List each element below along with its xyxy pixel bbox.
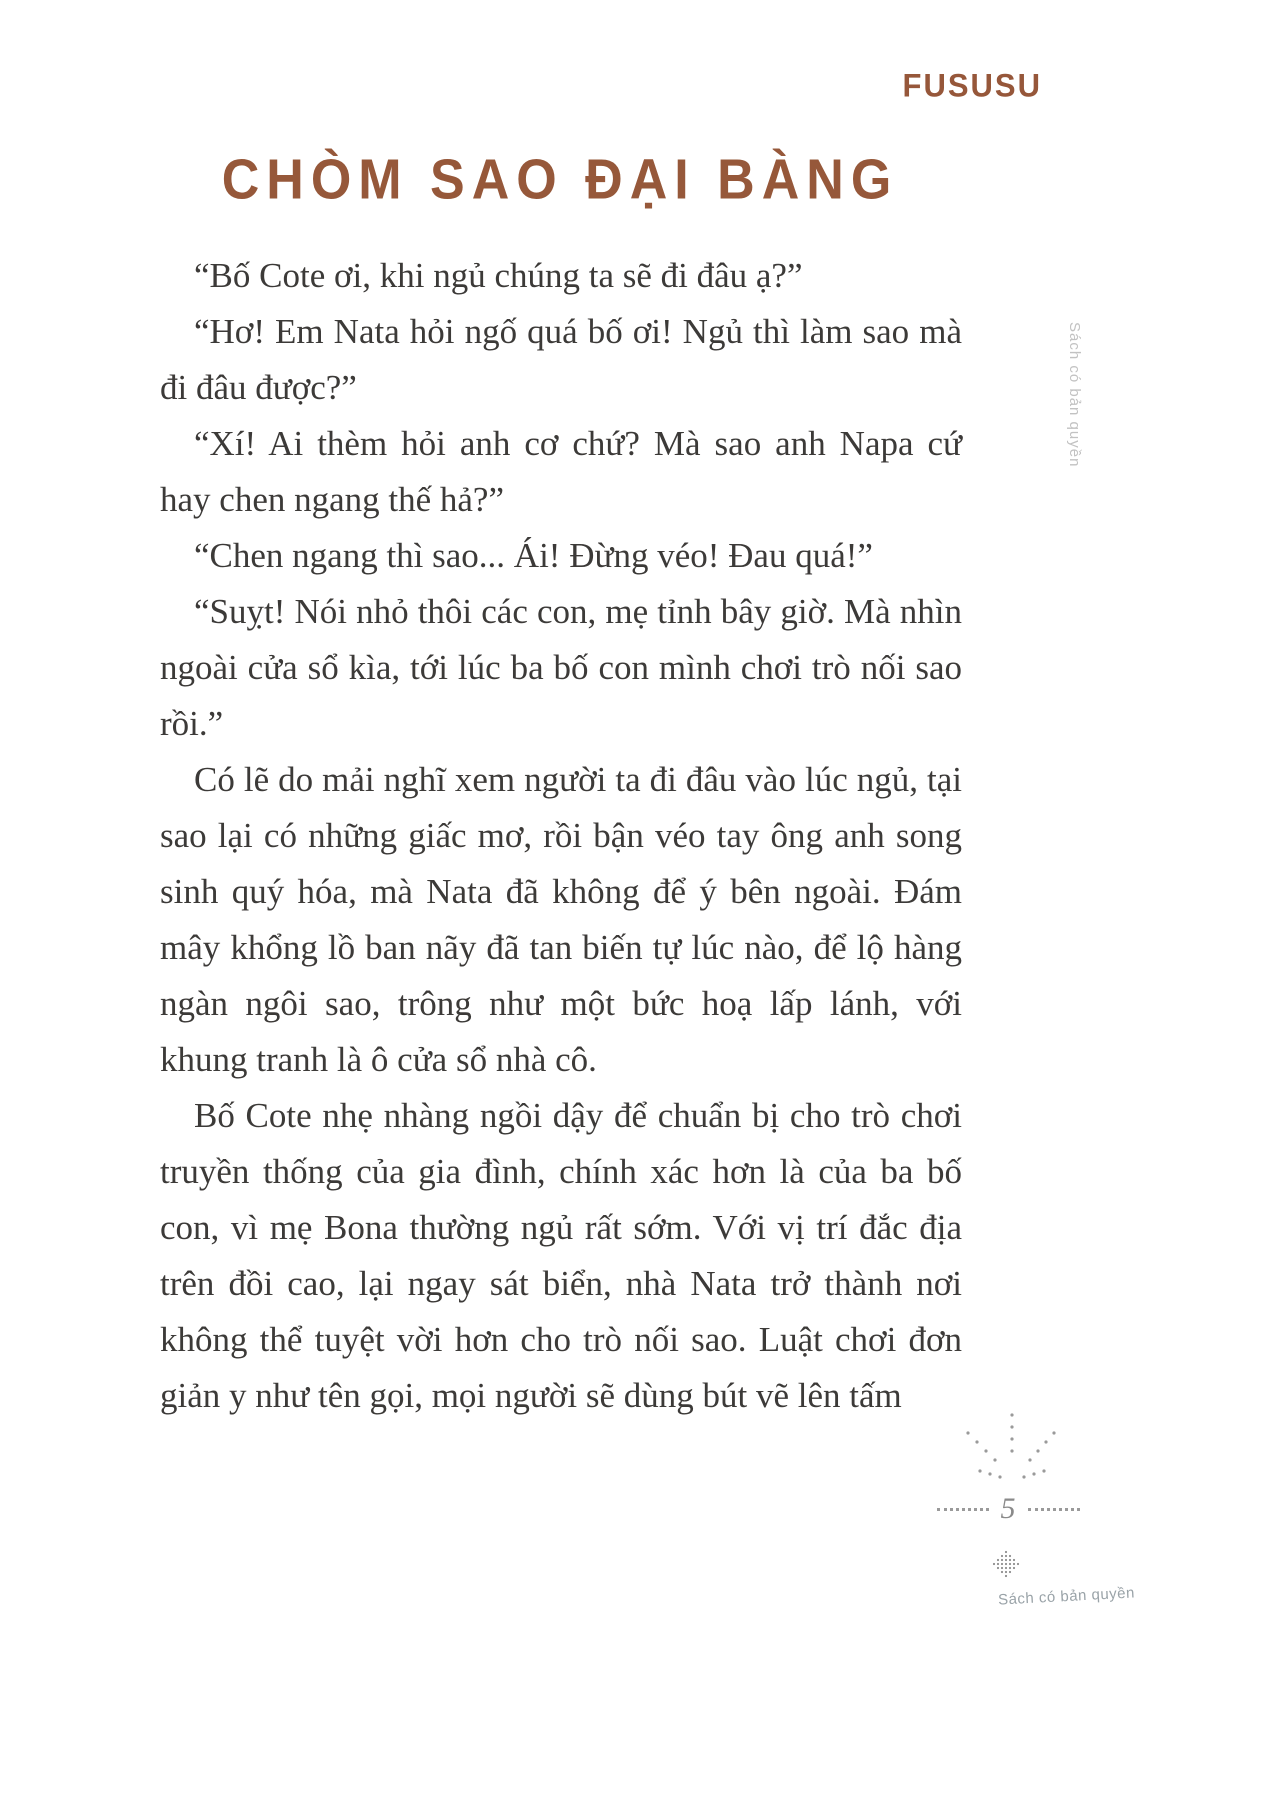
paragraph: “Suỵt! Nói nhỏ thôi các con, mẹ tỉnh bây giờ. Mà nhìn ngoài cửa sổ kìa, tới lúc ba bố con mình chơi trò nối sao rồi.” — [160, 592, 962, 743]
page-number: 5 — [1000, 1492, 1016, 1525]
copyright-watermark-side: Sách có bản quyền — [1066, 322, 1083, 468]
dotted-rule-right — [1028, 1508, 1080, 1511]
dot-rays-icon — [950, 1405, 1070, 1505]
paragraph: Bố Cote nhẹ nhàng ngồi dậy để chuẩn bị cho trò chơi truyền thống của gia đình, chính xác hơn là của ba bố con, vì mẹ Bona thường ngủ rất sớm. Với vị trí đắc địa trên đồi cao, lại ngay sát biển, nhà Nata trở thành nơi không thể tuyệt vời hơn cho trò nối sao. Luật chơi đơn giản y như tên gọi, mọi người sẽ dùng bút vẽ lên tấm — [160, 1096, 962, 1415]
paragraph: “Chen ngang thì sao... Ái! Đừng véo! Đau quá!” — [194, 536, 873, 575]
page-footer — [928, 1492, 1088, 1526]
paragraph: Có lẽ do mải nghĩ xem người ta đi đâu vào lúc ngủ, tại sao lại có những giấc mơ, rồi bận véo tay ông anh song sinh quý hóa, mà Nata đã không để ý bên ngoài. Đám mây khổng lồ ban nãy đã tan biến tự lúc nào, để lộ hàng ngàn ngôi sao, trông như một bức hoạ lấp lánh, với khung tranh là ô cửa sổ nhà cô. — [160, 760, 962, 1079]
body-text — [160, 248, 962, 1424]
copyright-watermark-bottom: Sách có bản quyền — [997, 1584, 1136, 1609]
paragraph: “Bố Cote ơi, khi ngủ chúng ta sẽ đi đâu ạ?” — [194, 256, 803, 295]
diamond-dots-icon — [988, 1548, 1024, 1584]
paragraph: “Hơ! Em Nata hỏi ngố quá bố ơi! Ngủ thì làm sao mà đi đâu được?” — [160, 312, 962, 407]
brand-logo: FUSUSU — [902, 67, 1042, 104]
chapter-title: CHÒM SAO ĐẠI BÀNG — [221, 148, 899, 212]
paragraph: “Xí! Ai thèm hỏi anh cơ chứ? Mà sao anh Napa cứ hay chen ngang thế hả?” — [160, 424, 962, 519]
dotted-rule-left — [937, 1508, 989, 1511]
